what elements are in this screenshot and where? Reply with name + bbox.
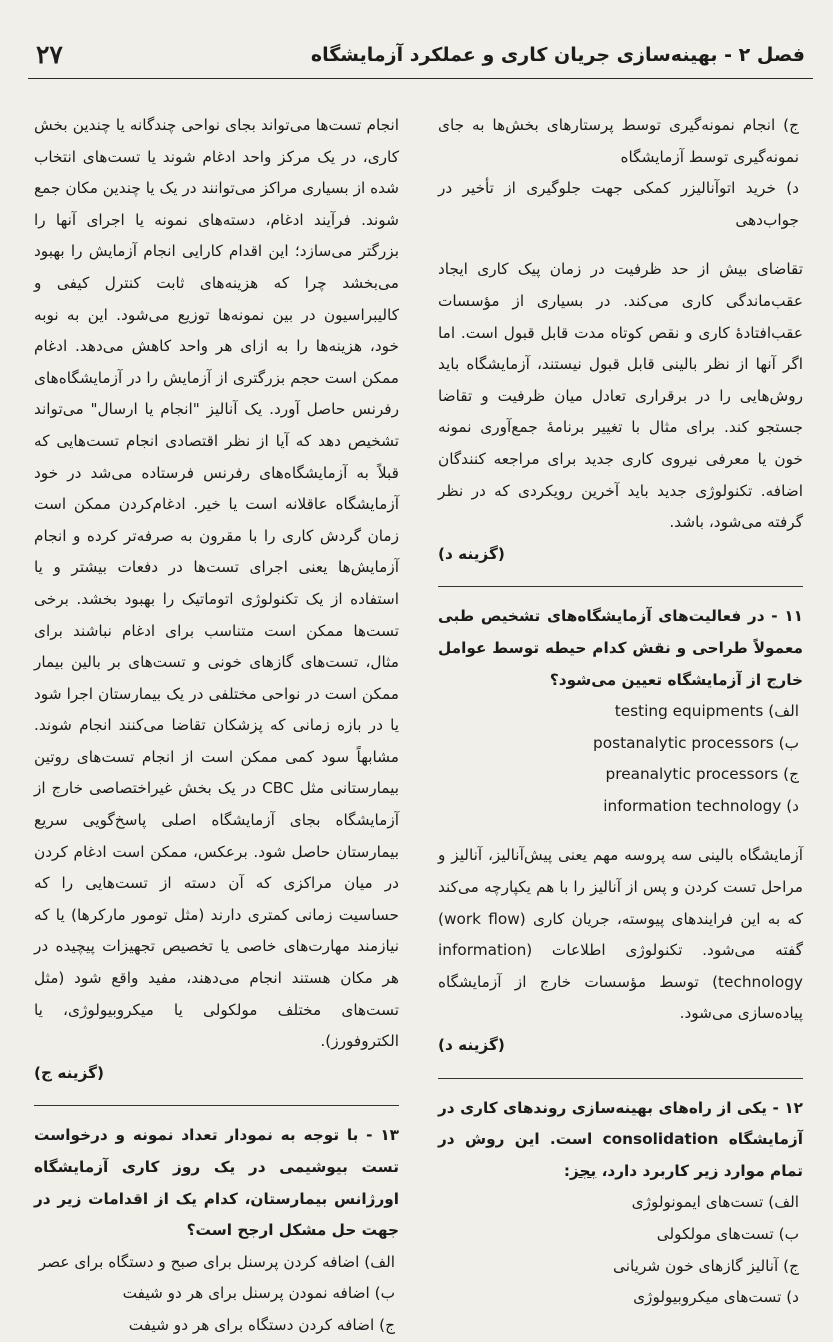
question-12-option-a: الف) تست‌های ایمونولوژی [631,1193,799,1212]
answer-q10: (گزینه د) [438,544,505,563]
question-11-options [438,696,803,822]
explanation-q12: انجام تست‌ها می‌تواند بجای نواحی چندگانه یا چندین بخش کاری، در یک مرکز واحد ادغام شوند یا تست‌های انتخاب شده از بسیاری مراکز می‌توانند در یک یا چندین مکان جمع شوند. فرآیند ادغام، دسته‌های نمونه یا اجرای آنها را بزرگتر می‌سازد؛ این اقدام کارایی انجام آزمایش را بهبود می‌بخشد چرا که هزینه‌های ثابت کنترل کیفی و کالیبراسیون در بین نمونه‌ها توزیع می‌شود. این به نوبه خود، هزینه‌ها را به ازای هر واحد کاهش می‌دهد. ادغام ممکن است حجم بزرگتری از آزمایش را در آزمایشگاه‌های رفرنس حاصل آورد. یک آنالیز "انجام یا ارسال" می‌تواند تشخیص دهد که آیا از نظر اقتصادی انجام تست‌هایی که قبلاً به آزمایشگاه‌های رفرنس فرستاده می‌شد در خود آزمایشگاه عاقلانه است یا خیر. ادغام‌کردن ممکن است زمان گردش کاری را با مقرون به صرفه‌تر کرده و انجام آزمایش‌ها یعنی اجرای تست‌ها در دفعات بیشتر و یا استفاده از یک تکنولوژی اتوماتیک را بهبود بخشد. برخی تست‌ها ممکن است متناسب برای ادغام نباشند برای مثال، تست‌های گازهای خونی و تست‌های بر بالین بیمار ممکن است در نواحی مختلفی در یک بیمارستان اجرا شود یا در بازه زمانی که پزشکان تقاضا می‌کنند انجام شوند. مشابهاً سود کمی ممکن است از انجام تست‌های روتین بیمارستانی مثل CBC در یک بخش غیراختصاصی خارج از آزمایشگاه بجای آزمایشگاه اصلی پاسخ‌گویی سریع بیمارستان حاصل شود. برعکس، ممکن است ادغام کردن در میان مراکزی که آن دسته از تست‌هایی را که حساسیت زمانی کمتری دارند (مثل تومور مارکرها) یا که نیازمند مهارت‌های خاصی یا تخصیص تجهیزات پیچیده در هر مکان هستند انجام می‌دهند، مفید واقع شود (مثل تست‌های مختلف مولکولی یا میکروبیولوژی، یا الکتروفورز). [34,116,399,1051]
question-11-title: ۱۱ - در فعالیت‌های آزمایشگاه‌های تشخیص طبی معمولاً طراحی و نقش کدام حیطه توسط عوامل خارج از آزمایشگاه تعیین می‌شود؟ [438,607,803,689]
question-12-option-c: ج) آنالیز گازهای خون شریانی [613,1256,799,1275]
question-13-title: ۱۳ - با توجه به نمودار تعداد نمونه و درخواست تست بیوشیمی در یک روز کاری آزمایشگاه اورژانس بیمارستان، کدام یک از اقدامات زیر در جهت حل مشکل ارجح است؟ [34,1126,399,1240]
page-number: ۲۷ [36,40,63,69]
question-11-option-d: د) information technology [603,796,799,815]
left-column [34,110,399,1342]
chapter-title: فصل ۲ - بهینه‌سازی جریان کاری و عملکرد آزمایشگاه [310,44,805,66]
except-word: بجز [569,1161,597,1180]
explanation-q11: آزمایشگاه بالینی سه پروسه مهم یعنی پیش‌آنالیز، آنالیز و مراحل تست کردن و پس از آنالیز را با هم یکپارچه می‌کند که به این فرایندهای پیوسته، جریان کاری (work flow) گفته می‌شود. تکنولوژی اطلاعات (information technology) توسط مؤسسات خارج از آزمایشگاه پیاده‌سازی می‌شود. [438,846,803,1023]
answer-q12: (گزینه ج) [34,1063,105,1082]
question-13-option-c: ج) اضافه کردن دستگاه برای هر دو شیفت [128,1315,395,1334]
page-header [28,38,813,79]
divider [438,1078,803,1079]
divider [34,1105,399,1106]
question-11-option-c: ج) preanalytic processors [605,765,799,784]
question-12-title: ۱۲ - یکی از راه‌های بهینه‌سازی روندهای کاری در آزمایشگاه consolidation است. این روش در تمام موارد زیر کاربرد دارد، بجز: [438,1098,803,1180]
question-13-option-b: ب) اضافه نمودن پرسنل برای هر دو شیفت [122,1284,395,1303]
question-11-option-b: ب) postanalytic processors [593,733,799,752]
prev-option-d: د) خرید اتوآنالیزر کمکی جهت جلوگیری از تأخیر در جواب‌دهی [438,179,799,229]
question-11-option-a: الف) testing equipments [614,702,799,721]
explanation-q10: تقاضای بیش از حد ظرفیت در زمان پیک کاری ایجاد عقب‌ماندگی کاری می‌کند. در بسیاری از مؤسسات عقب‌افتادهٔ کاری و نقص کوتاه مدت قابل قبول است. اما اگر آنها از نظر بالینی قابل قبول نیستند، آزمایشگاه باید روش‌هایی را در برقراری تعادل میان ظرفیت و تقاضا جستجو کند. برای مثال با تغییر برنامهٔ جمع‌آوری نمونه خون یا معرفی نیروی کاری جدید برای مراجعه کنندگان اضافه. تکنولوژی جدید باید آخرین رویکردی که در نظر گرفته می‌شود، باشد. [438,260,803,532]
question-12-option-d: د) تست‌های میکروبیولوژی [633,1288,799,1307]
question-13-option-a: الف) اضافه کردن پرسنل برای صبح و دستگاه برای عصر [38,1252,395,1271]
divider [438,586,803,587]
question-12-option-b: ب) تست‌های مولکولی [656,1225,799,1243]
right-column [438,110,803,1314]
prev-option-c: ج) انجام نمونه‌گیری توسط پرستارهای بخش‌ها به جای نمونه‌گیری توسط آزمایشگاه [438,116,799,166]
answer-q11: (گزینه د) [438,1036,505,1055]
